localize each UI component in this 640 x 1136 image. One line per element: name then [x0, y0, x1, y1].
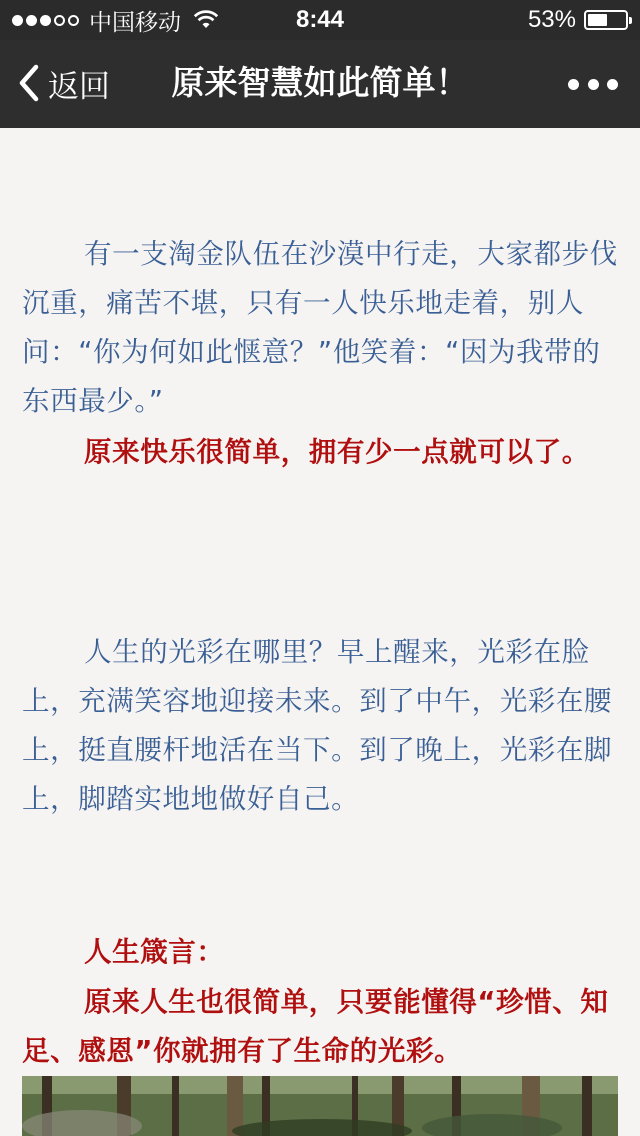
page-title: 原来智慧如此简单！ — [171, 63, 469, 102]
carrier-name: 中国移动 — [89, 9, 181, 36]
navigation-bar — [0, 40, 640, 128]
more-options-button[interactable] — [568, 70, 618, 98]
forest-photo — [22, 1076, 618, 1136]
battery-fill — [588, 14, 607, 26]
motto-highlight: 原来人生也很简单，只要能懂得“珍惜、知足、感恩”你就拥有了生命的光彩。 — [22, 986, 609, 1067]
motto-heading: 人生箴言： — [84, 936, 225, 968]
article-body — [0, 128, 640, 1136]
back-label: 返回 — [48, 68, 110, 105]
status-bar — [0, 0, 640, 40]
status-time: 8:44 — [295, 6, 345, 33]
more-dot — [588, 79, 599, 90]
status-right — [528, 6, 628, 34]
more-dot — [568, 79, 579, 90]
battery-icon — [584, 10, 628, 30]
moral-highlight: 原来快乐很简单，拥有少一点就可以了。 — [84, 436, 590, 468]
battery-nub — [629, 17, 632, 24]
chevron-left-icon — [18, 64, 40, 102]
more-dot — [607, 79, 618, 90]
life-paragraph: 人生的光彩在哪里？早上醒来，光彩在脸上，充满笑容地迎接未来。到了中午，光彩在腰上，挺直腰杆地活在当下。到了晚上，光彩在脚上，脚踏实地地做好自己。 — [22, 636, 613, 815]
story-paragraph: 有一支淘金队伍在沙漠中行走，大家都步伐沉重，痛苦不堪，只有一人快乐地走着，别人问：“你为何如此惬意？”他笑着：“因为我带的东西最少。” — [22, 238, 618, 417]
back-button[interactable] — [18, 60, 110, 106]
battery-percent: 53% — [527, 6, 576, 33]
